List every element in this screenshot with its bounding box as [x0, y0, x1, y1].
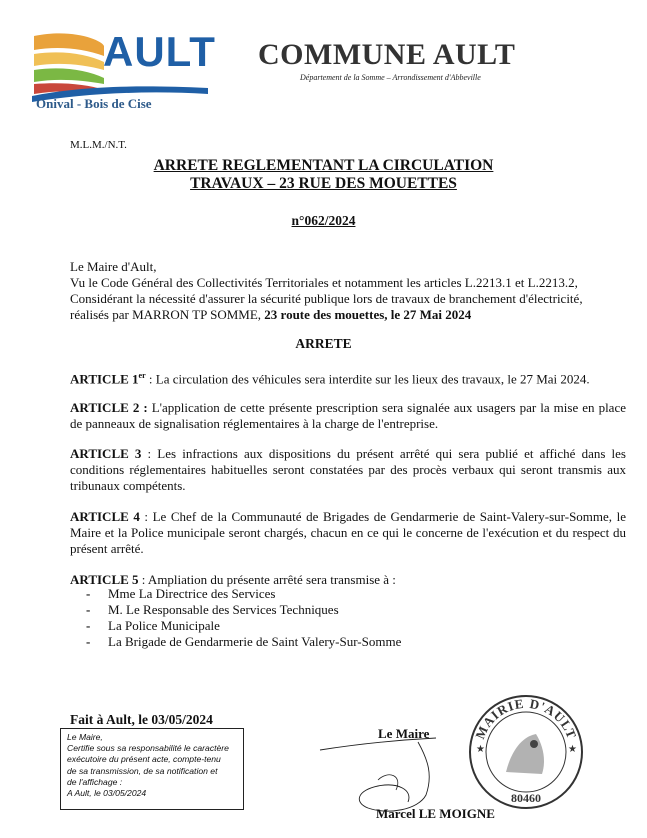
logo-wordmark: AULT [103, 28, 216, 75]
list-item [86, 618, 401, 634]
certification-line: de l'affichage : [67, 776, 123, 787]
signatory-title: Le Maire [378, 726, 430, 741]
document-reference: M.L.M./N.T. [70, 139, 127, 151]
signed-place-date: Fait à Ault, le 03/05/2024 [70, 712, 213, 727]
commune-title: COMMUNE AULT [258, 38, 516, 71]
intro-line: Le Maire d'Ault, [70, 259, 157, 274]
article-label: ARTICLE 4 [70, 509, 140, 524]
intro-line: Considérant la nécessité d'assurer la sécurité publique lors de travaux de branchement d'électricité, [70, 291, 583, 306]
article-3 [70, 446, 626, 494]
recipient-name: Mme La Directrice des Services [108, 586, 276, 601]
article-1 [70, 368, 626, 387]
commune-subtitle: Département de la Somme – Arrondissement d'Abbeville [300, 73, 481, 82]
document-number: n°062/2024 [291, 213, 356, 228]
intro-line [70, 307, 626, 323]
article-text: : La circulation des véhicules sera interdite sur les lieux des travaux, le 27 Mai 2024. [145, 371, 590, 387]
recipient-list [86, 586, 401, 650]
recipient-name: M. Le Responsable des Services Techniques [108, 602, 339, 617]
article-text: : Ampliation du présente arrêté sera transmise à : [138, 572, 396, 587]
bullet-dash: - [86, 602, 91, 617]
certification-line: A Ault, le 03/05/2024 [67, 788, 147, 799]
list-item [86, 634, 401, 650]
article-label-sup: er [138, 371, 146, 380]
signatory-name: Marcel LE MOIGNE [376, 806, 495, 821]
article-label: ARTICLE 5 [70, 572, 139, 587]
stamp-code: 80460 [511, 791, 541, 805]
article-label: ARTICLE 2 : [70, 400, 148, 415]
article-text: : Les infractions aux dispositions du présent arrêté qui sera publié et affiché dans les conditions réglementaires habituelles seront constatées par des procès verbaux qui seront transmis aux tribunaux compétents. [70, 446, 626, 493]
bullet-dash: - [86, 586, 91, 601]
list-item [86, 602, 401, 618]
intro-block [70, 259, 626, 323]
article-label: ARTICLE 3 [70, 446, 142, 461]
logo-subtitle: Onival - Bois de Cise [36, 96, 152, 111]
bullet-dash: - [86, 634, 91, 649]
intro-bold-text: 23 route des mouettes, le 27 Mai 2024 [264, 307, 472, 322]
document-title-line2: TRAVAUX – 23 RUE DES MOUETTES [190, 175, 457, 192]
certification-line: exécutoire du présent acte, compte-tenu [67, 754, 221, 765]
article-label: ARTICLE 1 [70, 371, 139, 387]
certification-line: Certifie sous sa responsabilité le caractère [67, 743, 229, 754]
svg-text:MAIRIE D'AULT [472, 696, 580, 741]
bullet-dash: - [86, 618, 91, 633]
certification-line: de sa transmission, de sa notification et [67, 765, 218, 776]
article-2 [70, 400, 626, 432]
intro-line: Vu le Code Général des Collectivités Territoriales et notamment les articles L.2213.1 et L.2213.2, [70, 275, 578, 290]
recipient-name: La Police Municipale [108, 618, 220, 633]
document-title-line1: ARRETE REGLEMENTANT LA CIRCULATION [153, 157, 494, 174]
mairie-stamp [466, 692, 586, 812]
article-text: : Le Chef de la Communauté de Brigades de Gendarmerie de Saint-Valery-sur-Somme, le Maire et la Police municipale seront chargés, chacun en ce qui le concerne de l'exécution et du respect du présent arrêté. [70, 509, 627, 556]
arrete-heading: ARRETE [295, 336, 352, 351]
star-icon: ★ [568, 744, 577, 755]
star-icon: ★ [476, 744, 485, 755]
certification-box [60, 728, 244, 810]
article-text: L'application de cette présente prescription sera signalée aux usagers par la mise en place de panneaux de signalisation réglementaires à la charge de l'entreprise. [70, 400, 626, 431]
stamp-text: MAIRIE D'AULT [472, 695, 580, 742]
article-4 [70, 509, 626, 557]
list-item [86, 586, 401, 602]
certification-line: Le Maire, [67, 732, 103, 742]
intro-text: réalisés par MARRON TP SOMME, [70, 307, 265, 322]
recipient-name: La Brigade de Gendarmerie de Saint Valery-Sur-Somme [108, 634, 402, 649]
